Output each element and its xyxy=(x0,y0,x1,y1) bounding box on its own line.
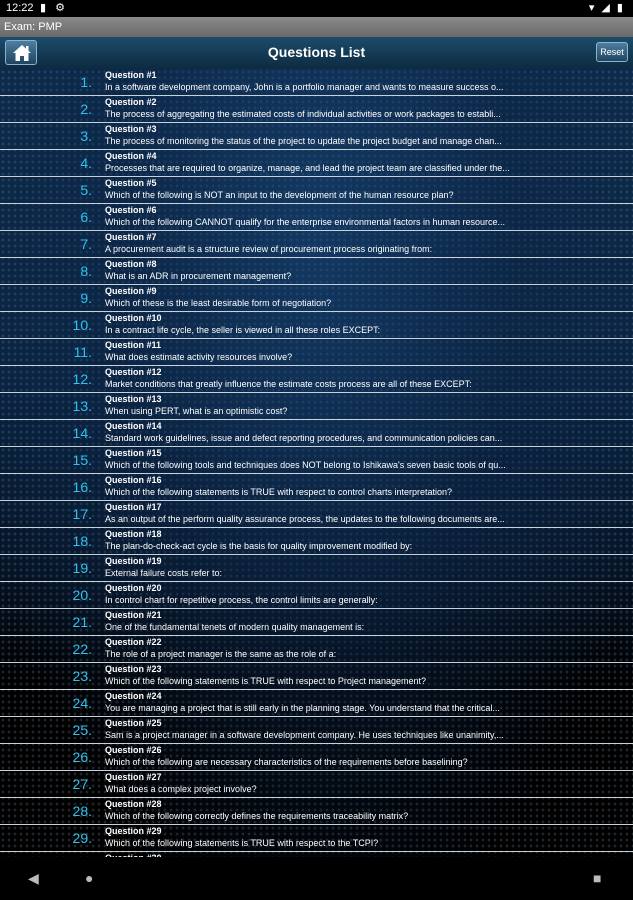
question-title: Question #6 xyxy=(105,205,157,215)
question-row[interactable] xyxy=(0,636,633,663)
question-text: When using PERT, what is an optimistic cost? xyxy=(105,406,288,416)
question-number: 2. xyxy=(80,101,92,117)
question-row[interactable] xyxy=(0,285,633,312)
question-text: In a software development company, John is a portfolio manager and wants to measure success o... xyxy=(105,82,504,92)
question-row[interactable] xyxy=(0,231,633,258)
question-text: The plan-do-check-act cycle is the basis for quality improvement modified by: xyxy=(105,541,413,551)
question-row[interactable] xyxy=(0,609,633,636)
question-row[interactable] xyxy=(0,798,633,825)
question-row[interactable] xyxy=(0,123,633,150)
question-title: Question #29 xyxy=(105,826,162,836)
question-text: Which of the following statements is TRUE with respect to the TCPI? xyxy=(105,838,379,848)
question-row[interactable] xyxy=(0,825,633,852)
question-title: Question #23 xyxy=(105,664,162,674)
question-number: 19. xyxy=(72,560,92,576)
question-title: Question #26 xyxy=(105,745,162,755)
question-row[interactable] xyxy=(0,555,633,582)
question-title: Question #7 xyxy=(105,232,157,242)
question-title: Question #19 xyxy=(105,556,162,566)
home-nav-icon[interactable]: ● xyxy=(85,870,94,886)
question-row[interactable] xyxy=(0,744,633,771)
question-title: Question #15 xyxy=(105,448,162,458)
question-number: 6. xyxy=(80,209,92,225)
question-text: Which of the following are necessary characteristics of the requirements before baselining? xyxy=(105,757,468,767)
question-row[interactable] xyxy=(0,663,633,690)
question-title: Question #1 xyxy=(105,70,157,80)
question-text: Which of these is the least desirable form of negotiation? xyxy=(105,298,332,308)
question-title: Question #8 xyxy=(105,259,157,269)
question-number: 23. xyxy=(72,668,92,684)
question-title: Question #5 xyxy=(105,178,157,188)
question-title: Question #27 xyxy=(105,772,162,782)
exam-title: Exam: PMP xyxy=(0,17,633,37)
question-text: A procurement audit is a structure review of procurement process originating from: xyxy=(105,244,433,254)
question-text: The process of monitoring the status of the project to update the project budget and manage chan... xyxy=(105,136,502,146)
question-title: Question #4 xyxy=(105,151,157,161)
question-number: 3. xyxy=(80,128,92,144)
question-number: 27. xyxy=(72,776,92,792)
question-number: 29. xyxy=(72,830,92,846)
question-number: 25. xyxy=(72,722,92,738)
question-row[interactable] xyxy=(0,717,633,744)
question-text: As an output of the perform quality assurance process, the updates to the following documents are... xyxy=(105,514,505,524)
question-row[interactable] xyxy=(0,150,633,177)
question-title: Question #13 xyxy=(105,394,162,404)
question-title: Question #14 xyxy=(105,421,162,431)
recents-icon[interactable]: ■ xyxy=(593,870,602,886)
reset-button[interactable]: Reset xyxy=(596,42,628,62)
question-row[interactable] xyxy=(0,501,633,528)
question-text: Which of the following CANNOT qualify for the enterprise environmental factors in human resource... xyxy=(105,217,506,227)
question-row[interactable] xyxy=(0,339,633,366)
page-title: Questions List xyxy=(267,44,366,60)
question-text: What does estimate activity resources involve? xyxy=(105,352,293,362)
question-title: Question #25 xyxy=(105,718,162,728)
question-row[interactable] xyxy=(0,96,633,123)
question-text: Which of the following statements is TRUE with respect to Project management? xyxy=(105,676,426,686)
system-icons: ▾ ◢ ▮ xyxy=(588,2,625,14)
question-row[interactable] xyxy=(0,771,633,798)
question-number: 21. xyxy=(72,614,92,630)
status-bar xyxy=(0,0,633,17)
question-row[interactable] xyxy=(0,447,633,474)
question-text: You are managing a project that is still early in the planning stage. You understand that the critical... xyxy=(105,703,500,713)
question-text: Which of the following tools and techniques does NOT belong to Ishikawa's seven basic tools of qu... xyxy=(105,460,506,470)
question-text: What is an ADR in procurement management? xyxy=(105,271,292,281)
back-icon[interactable]: ◀ xyxy=(28,870,39,886)
question-text: Which of the following correctly defines the requirements traceability matrix? xyxy=(105,811,409,821)
question-title: Question #24 xyxy=(105,691,162,701)
question-number: 26. xyxy=(72,749,92,765)
question-row[interactable] xyxy=(0,258,633,285)
question-number: 1. xyxy=(80,74,92,90)
question-row[interactable] xyxy=(0,69,633,96)
question-number: 12. xyxy=(72,371,92,387)
question-text: Sam is a project manager in a software development company. He uses techniques like unanimity,... xyxy=(105,730,504,740)
question-row[interactable] xyxy=(0,582,633,609)
question-text: Which of the following statements is TRUE with respect to control charts interpretation? xyxy=(105,487,452,497)
question-row[interactable] xyxy=(0,474,633,501)
question-row[interactable] xyxy=(0,528,633,555)
question-number: 8. xyxy=(80,263,92,279)
question-number: 14. xyxy=(72,425,92,441)
question-title: Question #16 xyxy=(105,475,162,485)
question-title: Question #18 xyxy=(105,529,162,539)
question-number: 18. xyxy=(72,533,92,549)
question-title: Question #21 xyxy=(105,610,162,620)
question-number: 16. xyxy=(72,479,92,495)
navigation-bar xyxy=(0,857,633,900)
question-number: 22. xyxy=(72,641,92,657)
question-title: Question #28 xyxy=(105,799,162,809)
question-text: In control chart for repetitive process, the control limits are generally: xyxy=(105,595,378,605)
notification-icons: ▮ ⚙ xyxy=(40,2,68,14)
question-text: The process of aggregating the estimated costs of individual activities or work packages to establi... xyxy=(105,109,501,119)
question-text: The role of a project manager is the same as the role of a: xyxy=(105,649,337,659)
question-text: Standard work guidelines, issue and defect reporting procedures, and communication policies can... xyxy=(105,433,503,443)
question-text: One of the fundamental tenets of modern quality management is: xyxy=(105,622,365,632)
question-title: Question #17 xyxy=(105,502,162,512)
question-number: 28. xyxy=(72,803,92,819)
question-number: 10. xyxy=(72,317,92,333)
question-text: In a contract life cycle, the seller is viewed in all these roles EXCEPT: xyxy=(105,325,381,335)
question-number: 9. xyxy=(80,290,92,306)
question-row[interactable] xyxy=(0,420,633,447)
question-text: Market conditions that greatly influence the estimate costs process are all of these EXCEPT: xyxy=(105,379,472,389)
question-row[interactable] xyxy=(0,312,633,339)
question-text: Processes that are required to organize, manage, and lead the project team are classified under the... xyxy=(105,163,510,173)
question-number: 20. xyxy=(72,587,92,603)
question-number: 7. xyxy=(80,236,92,252)
question-row[interactable] xyxy=(0,690,633,717)
question-number: 15. xyxy=(72,452,92,468)
toolbar xyxy=(0,37,633,70)
question-number: 13. xyxy=(72,398,92,414)
question-row[interactable] xyxy=(0,366,633,393)
questions-list[interactable] xyxy=(0,69,633,857)
question-row[interactable] xyxy=(0,177,633,204)
question-row[interactable] xyxy=(0,204,633,231)
question-title: Question #2 xyxy=(105,97,157,107)
question-number: 11. xyxy=(73,344,92,360)
question-number: 17. xyxy=(72,506,92,522)
question-number: 4. xyxy=(80,155,92,171)
question-text: What does a complex project involve? xyxy=(105,784,257,794)
question-text: External failure costs refer to: xyxy=(105,568,223,578)
question-title: Question #22 xyxy=(105,637,162,647)
question-title: Question #10 xyxy=(105,313,162,323)
question-number: 5. xyxy=(80,182,92,198)
question-title: Question #9 xyxy=(105,286,157,296)
question-number: 24. xyxy=(72,695,92,711)
question-title: Question #12 xyxy=(105,367,162,377)
status-time: 12:22 xyxy=(6,2,34,14)
question-row[interactable] xyxy=(0,393,633,420)
question-title: Question #20 xyxy=(105,583,162,593)
question-title: Question #3 xyxy=(105,124,157,134)
question-text: Which of the following is NOT an input to the development of the human resource plan? xyxy=(105,190,454,200)
question-title: Question #11 xyxy=(105,340,162,350)
